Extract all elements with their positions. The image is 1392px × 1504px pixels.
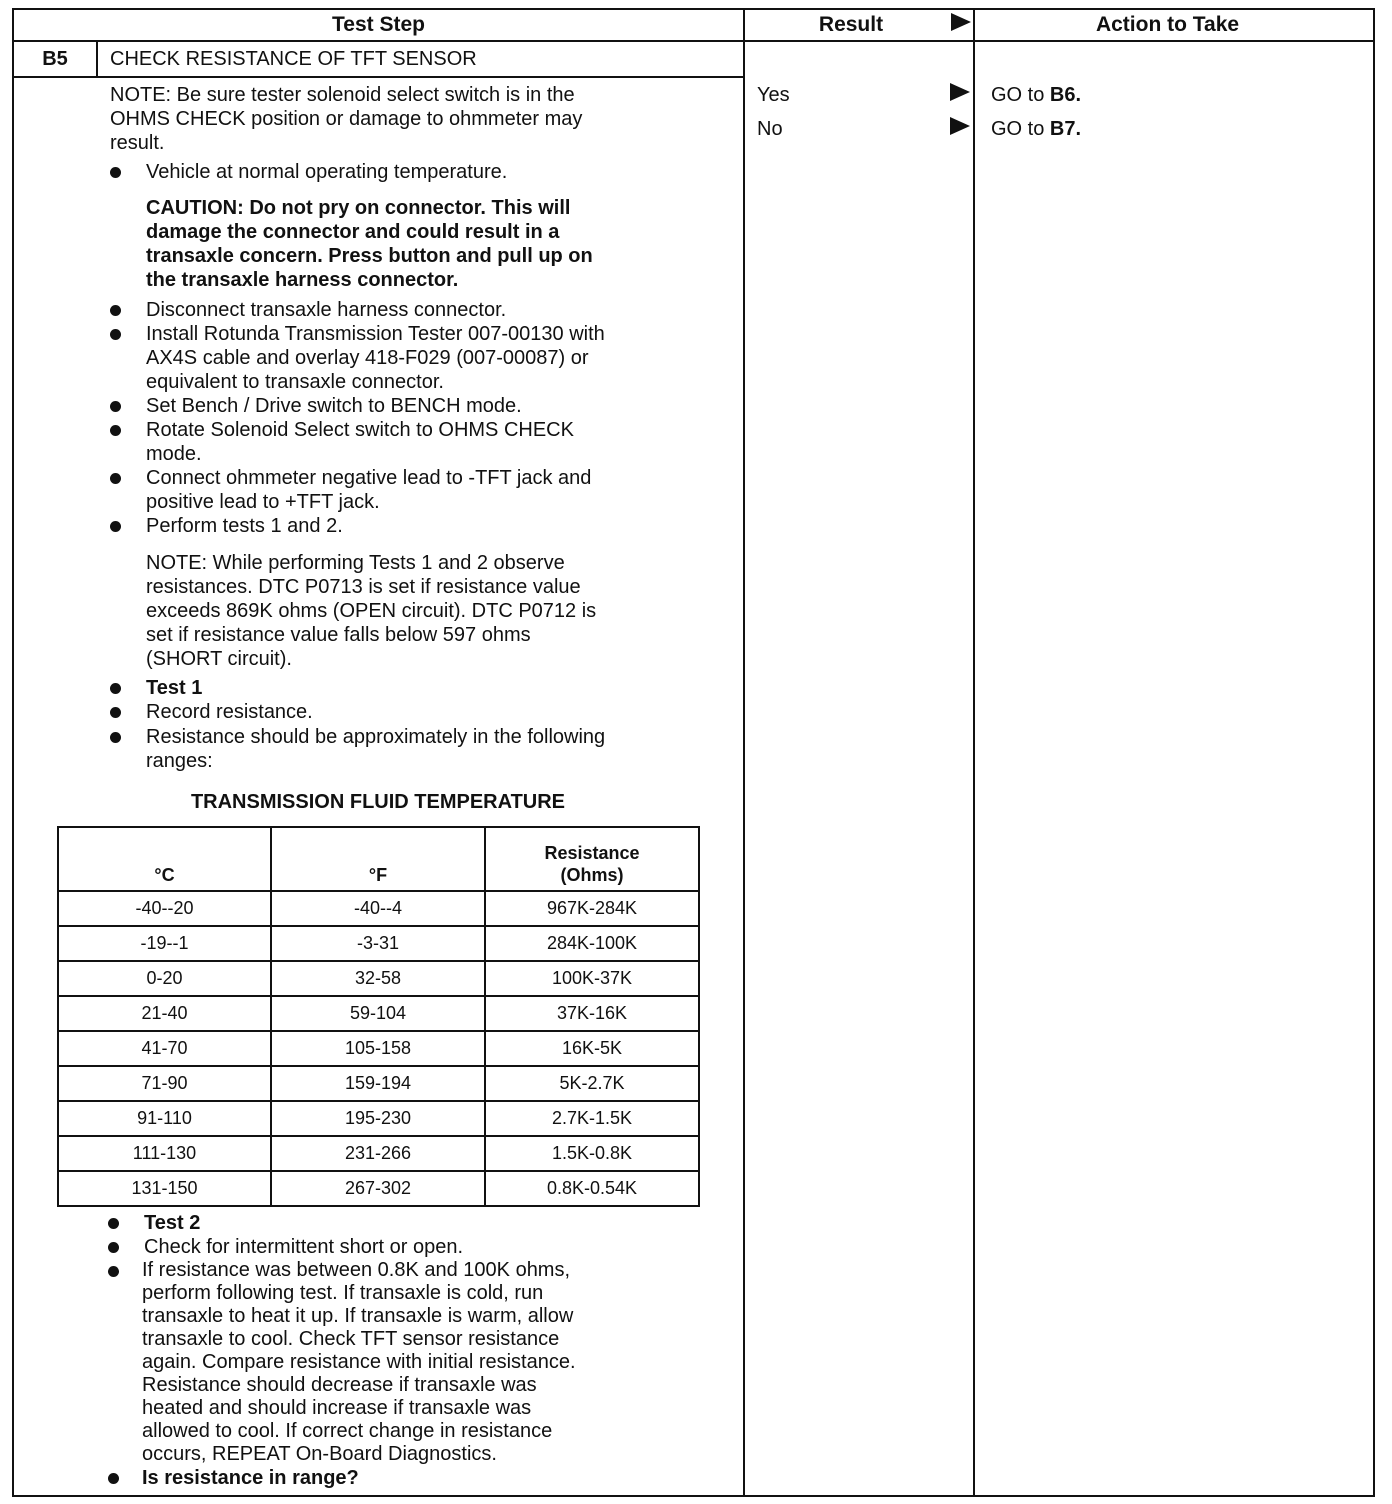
header-action: Action to Take <box>1095 13 1240 36</box>
column-divider <box>743 8 745 1497</box>
bullet-icon <box>110 329 121 340</box>
caution-note: CAUTION: Do not pry on connector. This will damage the connector and could result in a transaxle concern. Press button and pull up on the transaxle harness connector. <box>146 197 593 291</box>
step-code: B5 <box>42 48 68 70</box>
bullet-icon <box>110 425 121 436</box>
cell-fahrenheit: 195-230 <box>271 1101 485 1136</box>
cell-resistance: 284K-100K <box>485 926 699 961</box>
bullet-icon <box>110 401 121 412</box>
table-row <box>58 1031 699 1066</box>
arrow-right-icon <box>951 13 971 31</box>
cell-resistance: 16K-5K <box>485 1031 699 1066</box>
bullet-icon <box>108 1218 119 1229</box>
table-row <box>58 1066 699 1101</box>
question-resistance-in-range: Is resistance in range? <box>142 1467 359 1489</box>
cell-celsius: -19--1 <box>58 926 271 961</box>
cell-fahrenheit: 231-266 <box>271 1136 485 1171</box>
table-row <box>58 961 699 996</box>
step-heat-cool-test: If resistance was between 0.8K and 100K ohms, perform following test. If transaxle is cold, run transaxle to heat it up. If transaxle is warm, allow transaxle to cool. Check TFT sensor resistance again. Compare resistance with initial resistance. Resistance should decrease if transaxle was heated and should increase if transaxle was allowed to cool. If correct change in resistance occurs, REPEAT On-Board Diagnostics. <box>142 1259 576 1465</box>
table-title: TRANSMISSION FLUID TEMPERATURE <box>190 791 566 813</box>
code-divider <box>96 41 98 78</box>
table-row <box>58 1101 699 1136</box>
bullet-icon <box>110 305 121 316</box>
cell-celsius: -40--20 <box>58 891 271 926</box>
note-dtc-resistance: NOTE: While performing Tests 1 and 2 observe resistances. DTC P0713 is set if resistance value exceeds 869K ohms (OPEN circuit). DTC P0712 is set if resistance value falls below 597 ohms (SHORT circuit). <box>146 552 597 670</box>
column-divider <box>973 8 975 1497</box>
note-tester-switch: NOTE: Be sure tester solenoid select switch is in the OHMS CHECK position or damage to ohmmeter may result. <box>110 84 583 154</box>
action-target: B6. <box>1049 84 1082 106</box>
bullet-icon <box>110 521 121 532</box>
cell-fahrenheit: 159-194 <box>271 1066 485 1101</box>
step-title-rule <box>12 76 745 78</box>
step-install-tester: Install Rotunda Transmission Tester 007-00130 with AX4S cable and overlay 418-F029 (007-00087) or equivalent to transaxle connector. <box>146 323 605 393</box>
table-row <box>58 891 699 926</box>
cell-celsius: 71-90 <box>58 1066 271 1101</box>
bullet-icon <box>110 707 121 718</box>
table-row <box>58 996 699 1031</box>
table-row <box>58 926 699 961</box>
cell-resistance: 100K-37K <box>485 961 699 996</box>
bullet-icon <box>108 1242 119 1253</box>
step-disconnect-connector: Disconnect transaxle harness connector. <box>146 299 507 321</box>
header-test-step: Test Step <box>332 13 425 36</box>
step-check-intermittent: Check for intermittent short or open. <box>144 1236 464 1258</box>
cell-fahrenheit: 59-104 <box>271 996 485 1031</box>
table-header-row <box>58 827 699 891</box>
cell-fahrenheit: -3-31 <box>271 926 485 961</box>
action-target: B7. <box>1049 118 1082 140</box>
step-title: CHECK RESISTANCE OF TFT SENSOR <box>110 48 477 70</box>
arrow-right-icon <box>950 117 970 135</box>
step-record-resistance: Record resistance. <box>146 701 313 723</box>
table-row <box>58 1136 699 1171</box>
bullet-icon <box>110 683 121 694</box>
cell-celsius: 0-20 <box>58 961 271 996</box>
bullet-icon <box>110 732 121 743</box>
test-2-label: Test 2 <box>144 1212 201 1234</box>
bullet-icon <box>110 473 121 484</box>
cell-resistance: 0.8K-0.54K <box>485 1171 699 1206</box>
bullet-icon <box>110 167 121 178</box>
cell-resistance: 2.7K-1.5K <box>485 1101 699 1136</box>
cell-resistance: 37K-16K <box>485 996 699 1031</box>
cell-celsius: 41-70 <box>58 1031 271 1066</box>
action-yes: GO to B6. <box>991 84 1082 106</box>
header-result: Result <box>818 13 884 36</box>
bullet-icon <box>108 1266 119 1277</box>
cell-resistance: 5K-2.7K <box>485 1066 699 1101</box>
tft-resistance-table <box>57 826 700 1207</box>
result-yes: Yes <box>757 84 790 106</box>
step-connect-ohmmeter: Connect ohmmeter negative lead to -TFT jack and positive lead to +TFT jack. <box>146 467 592 513</box>
cell-celsius: 91-110 <box>58 1101 271 1136</box>
cell-celsius: 21-40 <box>58 996 271 1031</box>
column-header-resistance: Resistance (Ohms) <box>485 827 699 891</box>
step-perform-tests: Perform tests 1 and 2. <box>146 515 343 537</box>
cell-fahrenheit: 105-158 <box>271 1031 485 1066</box>
step-resistance-ranges: Resistance should be approximately in the following ranges: <box>146 726 606 772</box>
cell-fahrenheit: 267-302 <box>271 1171 485 1206</box>
cell-celsius: 131-150 <box>58 1171 271 1206</box>
step-ohms-check: Rotate Solenoid Select switch to OHMS CHECK mode. <box>146 419 574 465</box>
column-header-fahrenheit: °F <box>271 827 485 891</box>
cell-fahrenheit: -40--4 <box>271 891 485 926</box>
cell-fahrenheit: 32-58 <box>271 961 485 996</box>
step-bench-mode: Set Bench / Drive switch to BENCH mode. <box>146 395 522 417</box>
column-header-celsius: °C <box>58 827 271 891</box>
result-no: No <box>757 118 783 140</box>
bullet-icon <box>108 1473 119 1484</box>
cell-resistance: 967K-284K <box>485 891 699 926</box>
cell-resistance: 1.5K-0.8K <box>485 1136 699 1171</box>
step-operating-temperature: Vehicle at normal operating temperature. <box>146 161 508 183</box>
action-no: GO to B7. <box>991 118 1082 140</box>
cell-celsius: 111-130 <box>58 1136 271 1171</box>
arrow-right-icon <box>950 83 970 101</box>
table-row <box>58 1171 699 1206</box>
test-1-label: Test 1 <box>146 677 203 699</box>
